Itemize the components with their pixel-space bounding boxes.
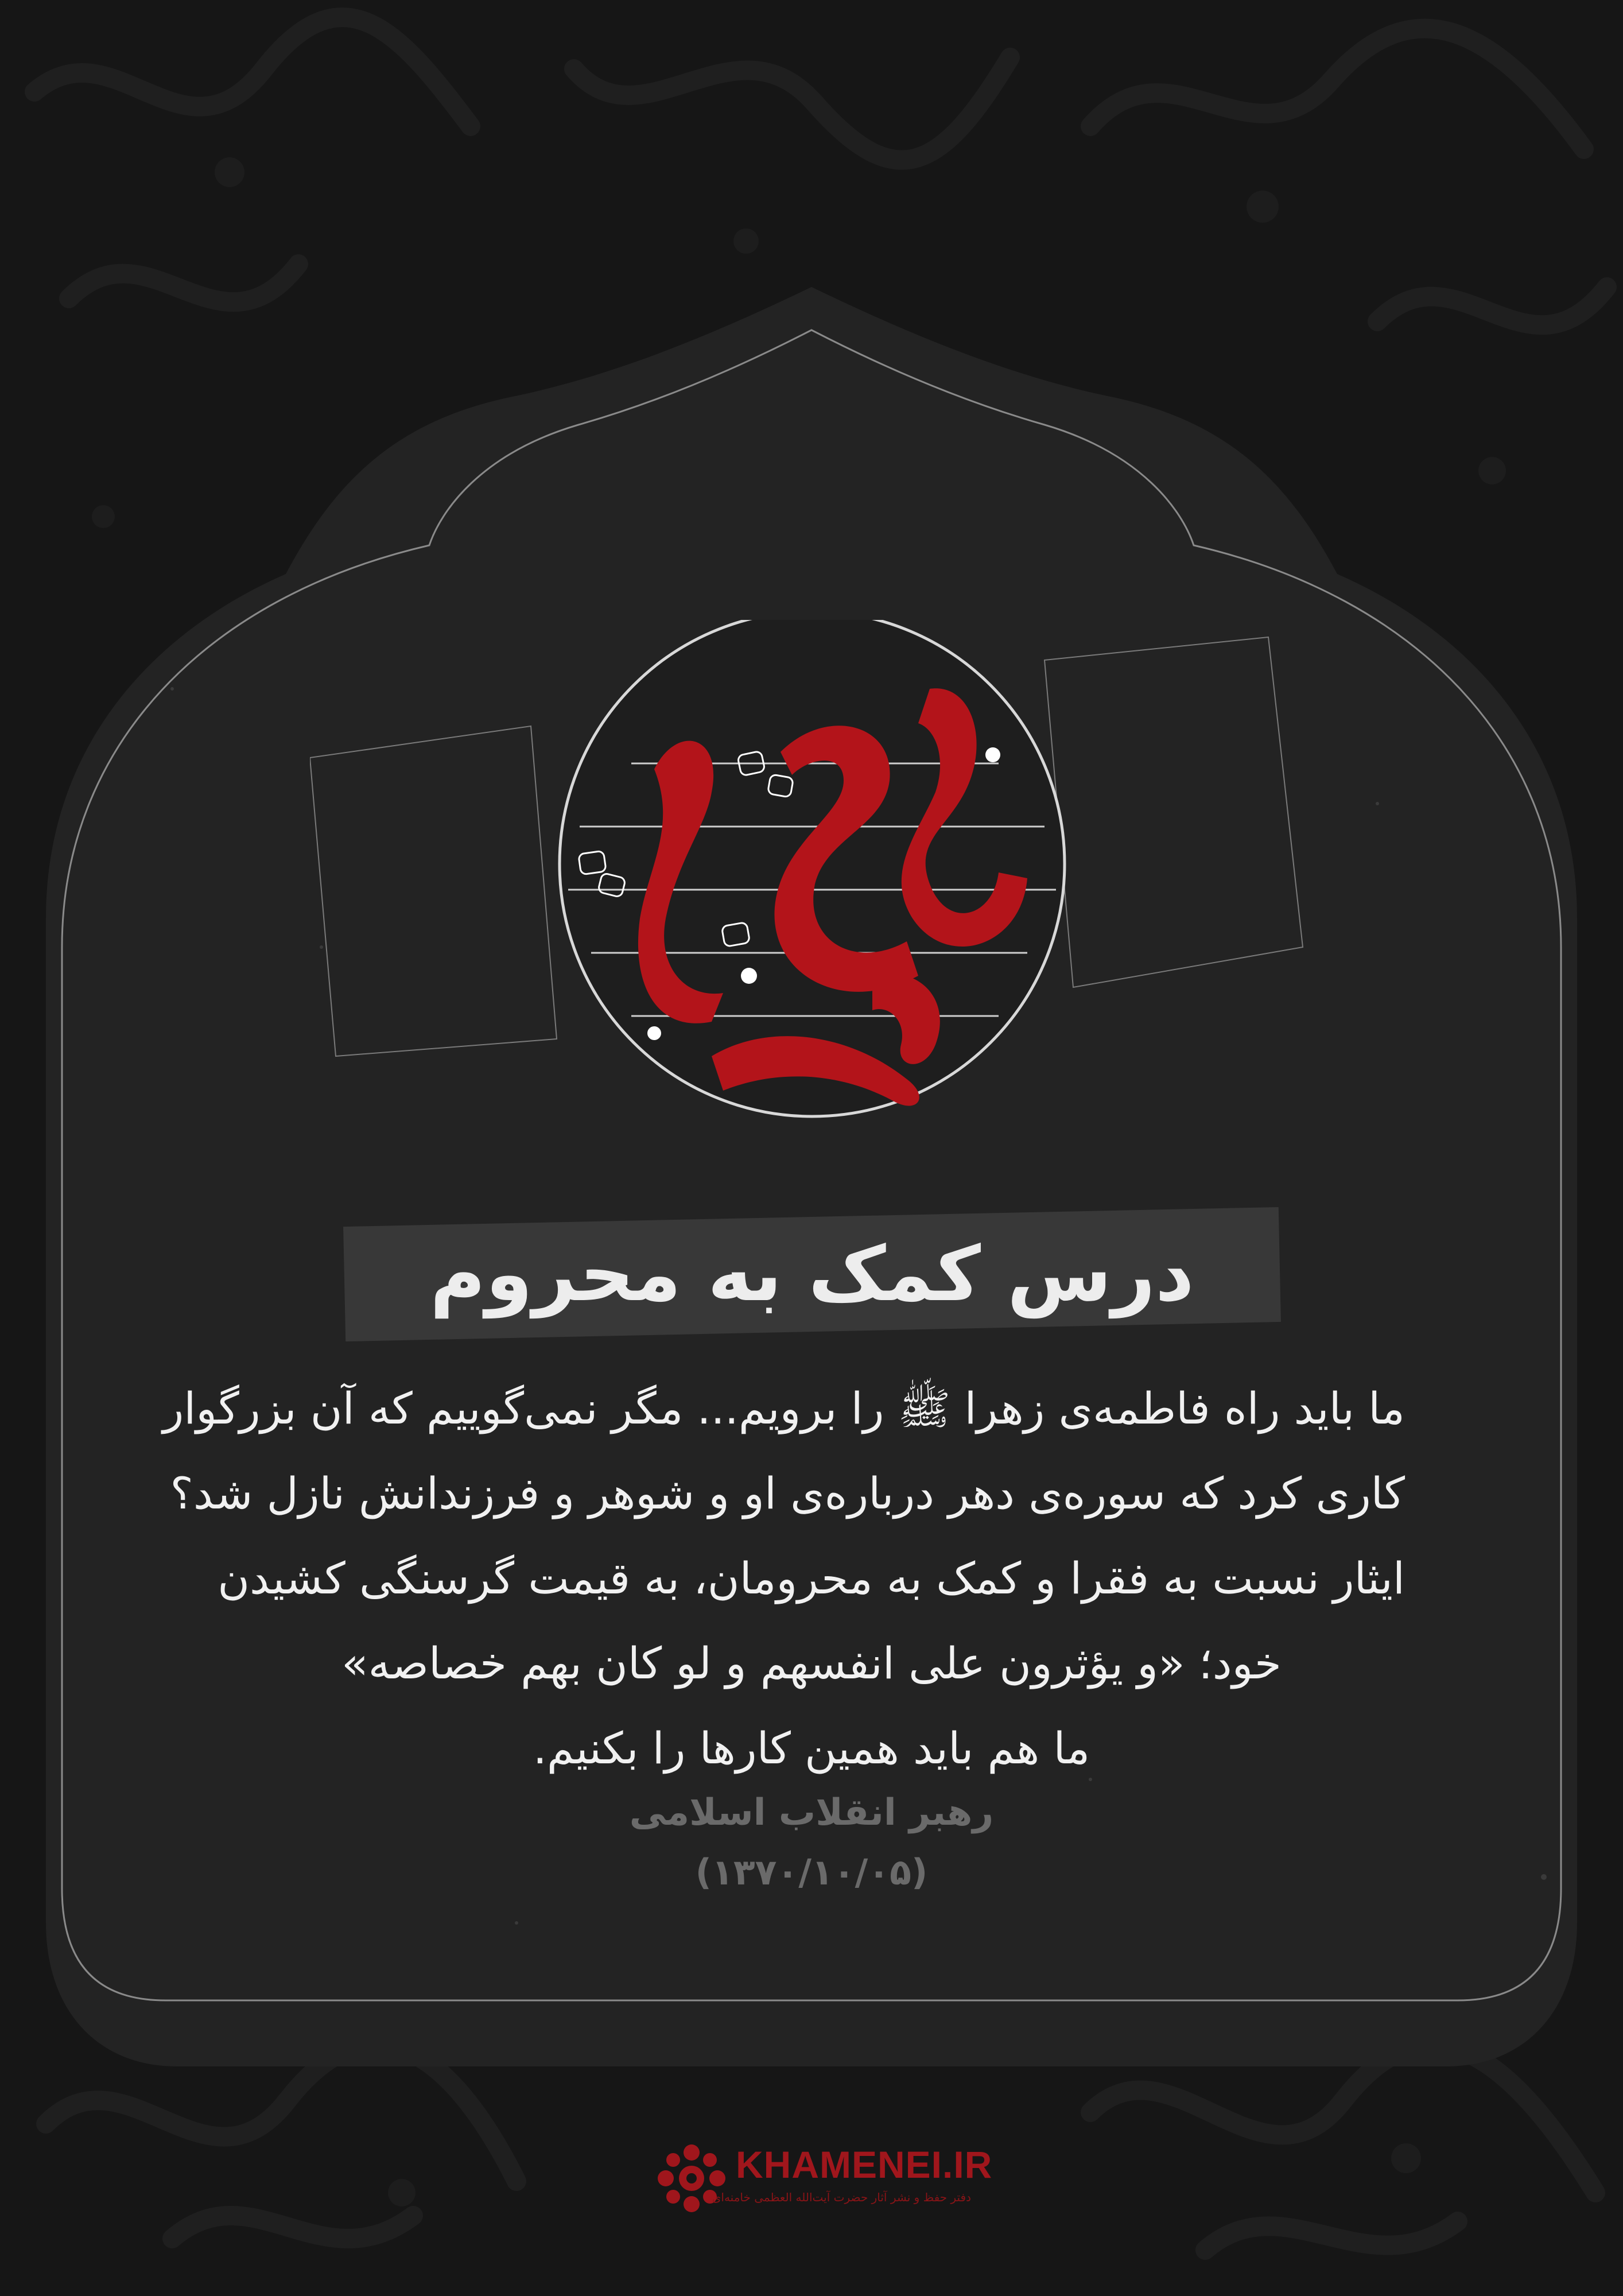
quote-line: خود؛ «و یؤثرون علی انفسهم و لو کان بهم خصاصه» bbox=[341, 1638, 1282, 1689]
quote-line: ما باید راه فاطمه‌ی زهرا ﷺ را برویم... مگر نمی‌گوییم که آن بزرگوار bbox=[162, 1383, 1405, 1434]
quote-line: ایثار نسبت به فقرا و کمک به محرومان، به قیمت گرسنگی کشیدن bbox=[218, 1553, 1405, 1604]
quote-line: ما هم باید همین کارها را بکنیم. bbox=[533, 1723, 1090, 1774]
quote-line: کاری کرد که سوره‌ی دهر درباره‌ی او و شوهر و فرزندانش نازل شد؟ bbox=[170, 1468, 1405, 1519]
heading: درس کمک به محروم bbox=[430, 1230, 1194, 1318]
khamenei-logo[interactable] bbox=[654, 2141, 993, 2216]
emblem-left-card bbox=[310, 726, 557, 1056]
series-emblem bbox=[310, 620, 1314, 1137]
emblem-right-card bbox=[1045, 637, 1303, 987]
dot-mark bbox=[741, 968, 757, 984]
logo-subtitle: دفتر حفظ و نشر آثار حضرت آیت‌الله العظمی خامنه‌ای bbox=[712, 2190, 971, 2204]
khamenei-emblem-icon bbox=[654, 2141, 729, 2216]
quote-body bbox=[162, 1366, 1405, 1791]
dot-mark bbox=[985, 747, 1000, 762]
logo-name: KHAMENEI.IR bbox=[736, 2143, 993, 2186]
dot-mark bbox=[647, 1026, 661, 1040]
attribution: رهبر انقلاب اسلامی bbox=[629, 1791, 994, 1834]
quote-date: (۱۳۷۰/۱۰/۰۵) bbox=[695, 1851, 928, 1893]
